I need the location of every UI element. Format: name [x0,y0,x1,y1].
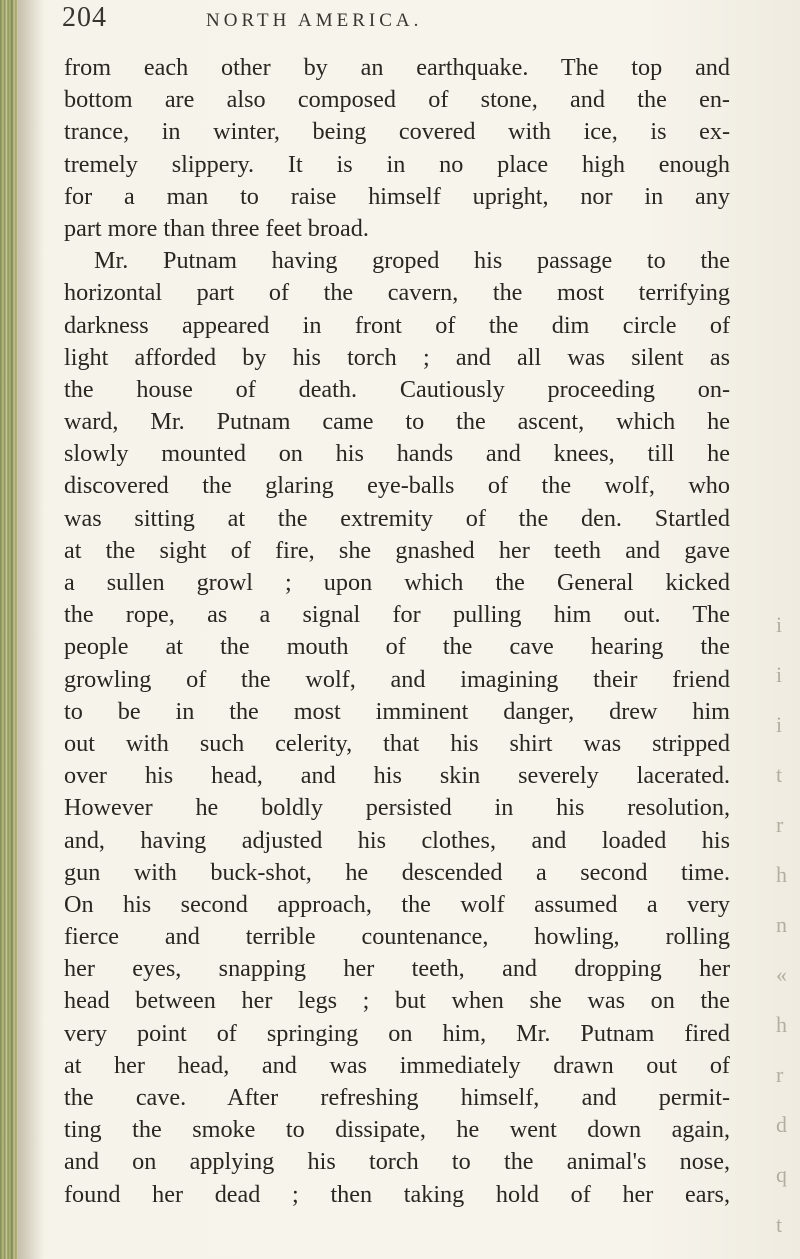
text-line: for a man to raise himself upright, nor in any [64,182,730,210]
text-line: the house of death. Cautiously proceeding on- [64,375,730,403]
bleed-through-glyph: t [776,1212,783,1237]
bleed-through-glyph: i [776,662,783,687]
text-line: a sullen growl ; upon which the General kicked [64,569,730,596]
text-line: horizontal part of the cavern, the most terrifying [64,279,730,307]
gutter-shadow [18,0,44,1259]
text-line: over his head, and his skin severely lacerated. [64,762,730,790]
text-line: light afforded by his torch ; and all was silent as [64,343,730,371]
text-line: fierce and terrible countenance, howling, rolling [64,923,730,951]
bleed-through-glyph: h [776,862,787,887]
text-line: to be in the most imminent danger, drew him [64,697,730,725]
body-text [64,52,730,1211]
text-line: slowly mounted on his hands and knees, till he [64,440,730,468]
text-line: was sitting at the extremity of the den. Startled [64,504,730,532]
bleed-through-glyph: r [776,1062,784,1087]
page-header [62,2,722,44]
bleed-through-glyph: r [776,812,784,837]
text-line: ting the smoke to dissipate, he went down again, [64,1116,730,1144]
text-line: head between her legs ; but when she was on the [64,987,730,1015]
text-line: her eyes, snapping her teeth, and dropping her [64,955,730,983]
bleed-through-glyph: « [776,962,787,987]
bleed-through-glyph: n [776,912,787,937]
text-line: growling of the wolf, and imagining their friend [64,665,730,693]
bleed-through-glyph: q [776,1162,787,1187]
text-line: tremely slippery. It is in no place high enough [64,150,730,178]
text-line: very point of springing on him, Mr. Putnam fired [64,1019,730,1047]
paragraph-start-line: Mr. Putnam having groped his passage to the [94,247,730,275]
text-line: gun with buck-shot, he descended a second time. [64,858,730,886]
text-line: bottom are also composed of stone, and the en- [64,86,730,114]
text-line: and, having adjusted his clothes, and loaded his [64,826,730,854]
bleed-through-marks [776,600,796,1240]
text-line: discovered the glaring eye-balls of the wolf, who [64,472,730,500]
text-line: the rope, as a signal for pulling him out. The [64,601,730,629]
text-line: ward, Mr. Putnam came to the ascent, which he [64,408,730,436]
text-line: people at the mouth of the cave hearing the [64,633,730,661]
bleed-through-glyph: i [776,712,783,737]
text-line: at her head, and was immediately drawn out of [64,1051,730,1079]
bleed-through-glyph: h [776,1012,787,1037]
bleed-through-glyph: i [776,612,783,637]
bleed-through-glyph: d [776,1112,787,1137]
text-line: darkness appeared in front of the dim circle of [64,311,730,339]
text-line: from each other by an earthquake. The top and [64,54,730,81]
text-line: On his second approach, the wolf assumed a very [64,890,730,918]
text-line: the cave. After refreshing himself, and permit- [64,1084,730,1111]
text-line: and on applying his torch to the animal's nose, [64,1148,730,1176]
text-line: However he boldly persisted in his resolution, [64,794,730,822]
text-line: part more than three feet broad. [64,214,369,242]
text-line: trance, in winter, being covered with ice, is ex- [64,118,730,146]
bleed-through-glyph: t [776,762,783,787]
page-number: 204 [62,2,107,33]
binding-gutter [0,0,18,1259]
text-line: found her dead ; then taking hold of her ears, [64,1180,730,1208]
text-line: at the sight of fire, she gnashed her teeth and gave [64,536,730,564]
running-title: NORTH AMERICA. [206,10,423,31]
text-line: out with such celerity, that his shirt was stripped [64,729,730,757]
